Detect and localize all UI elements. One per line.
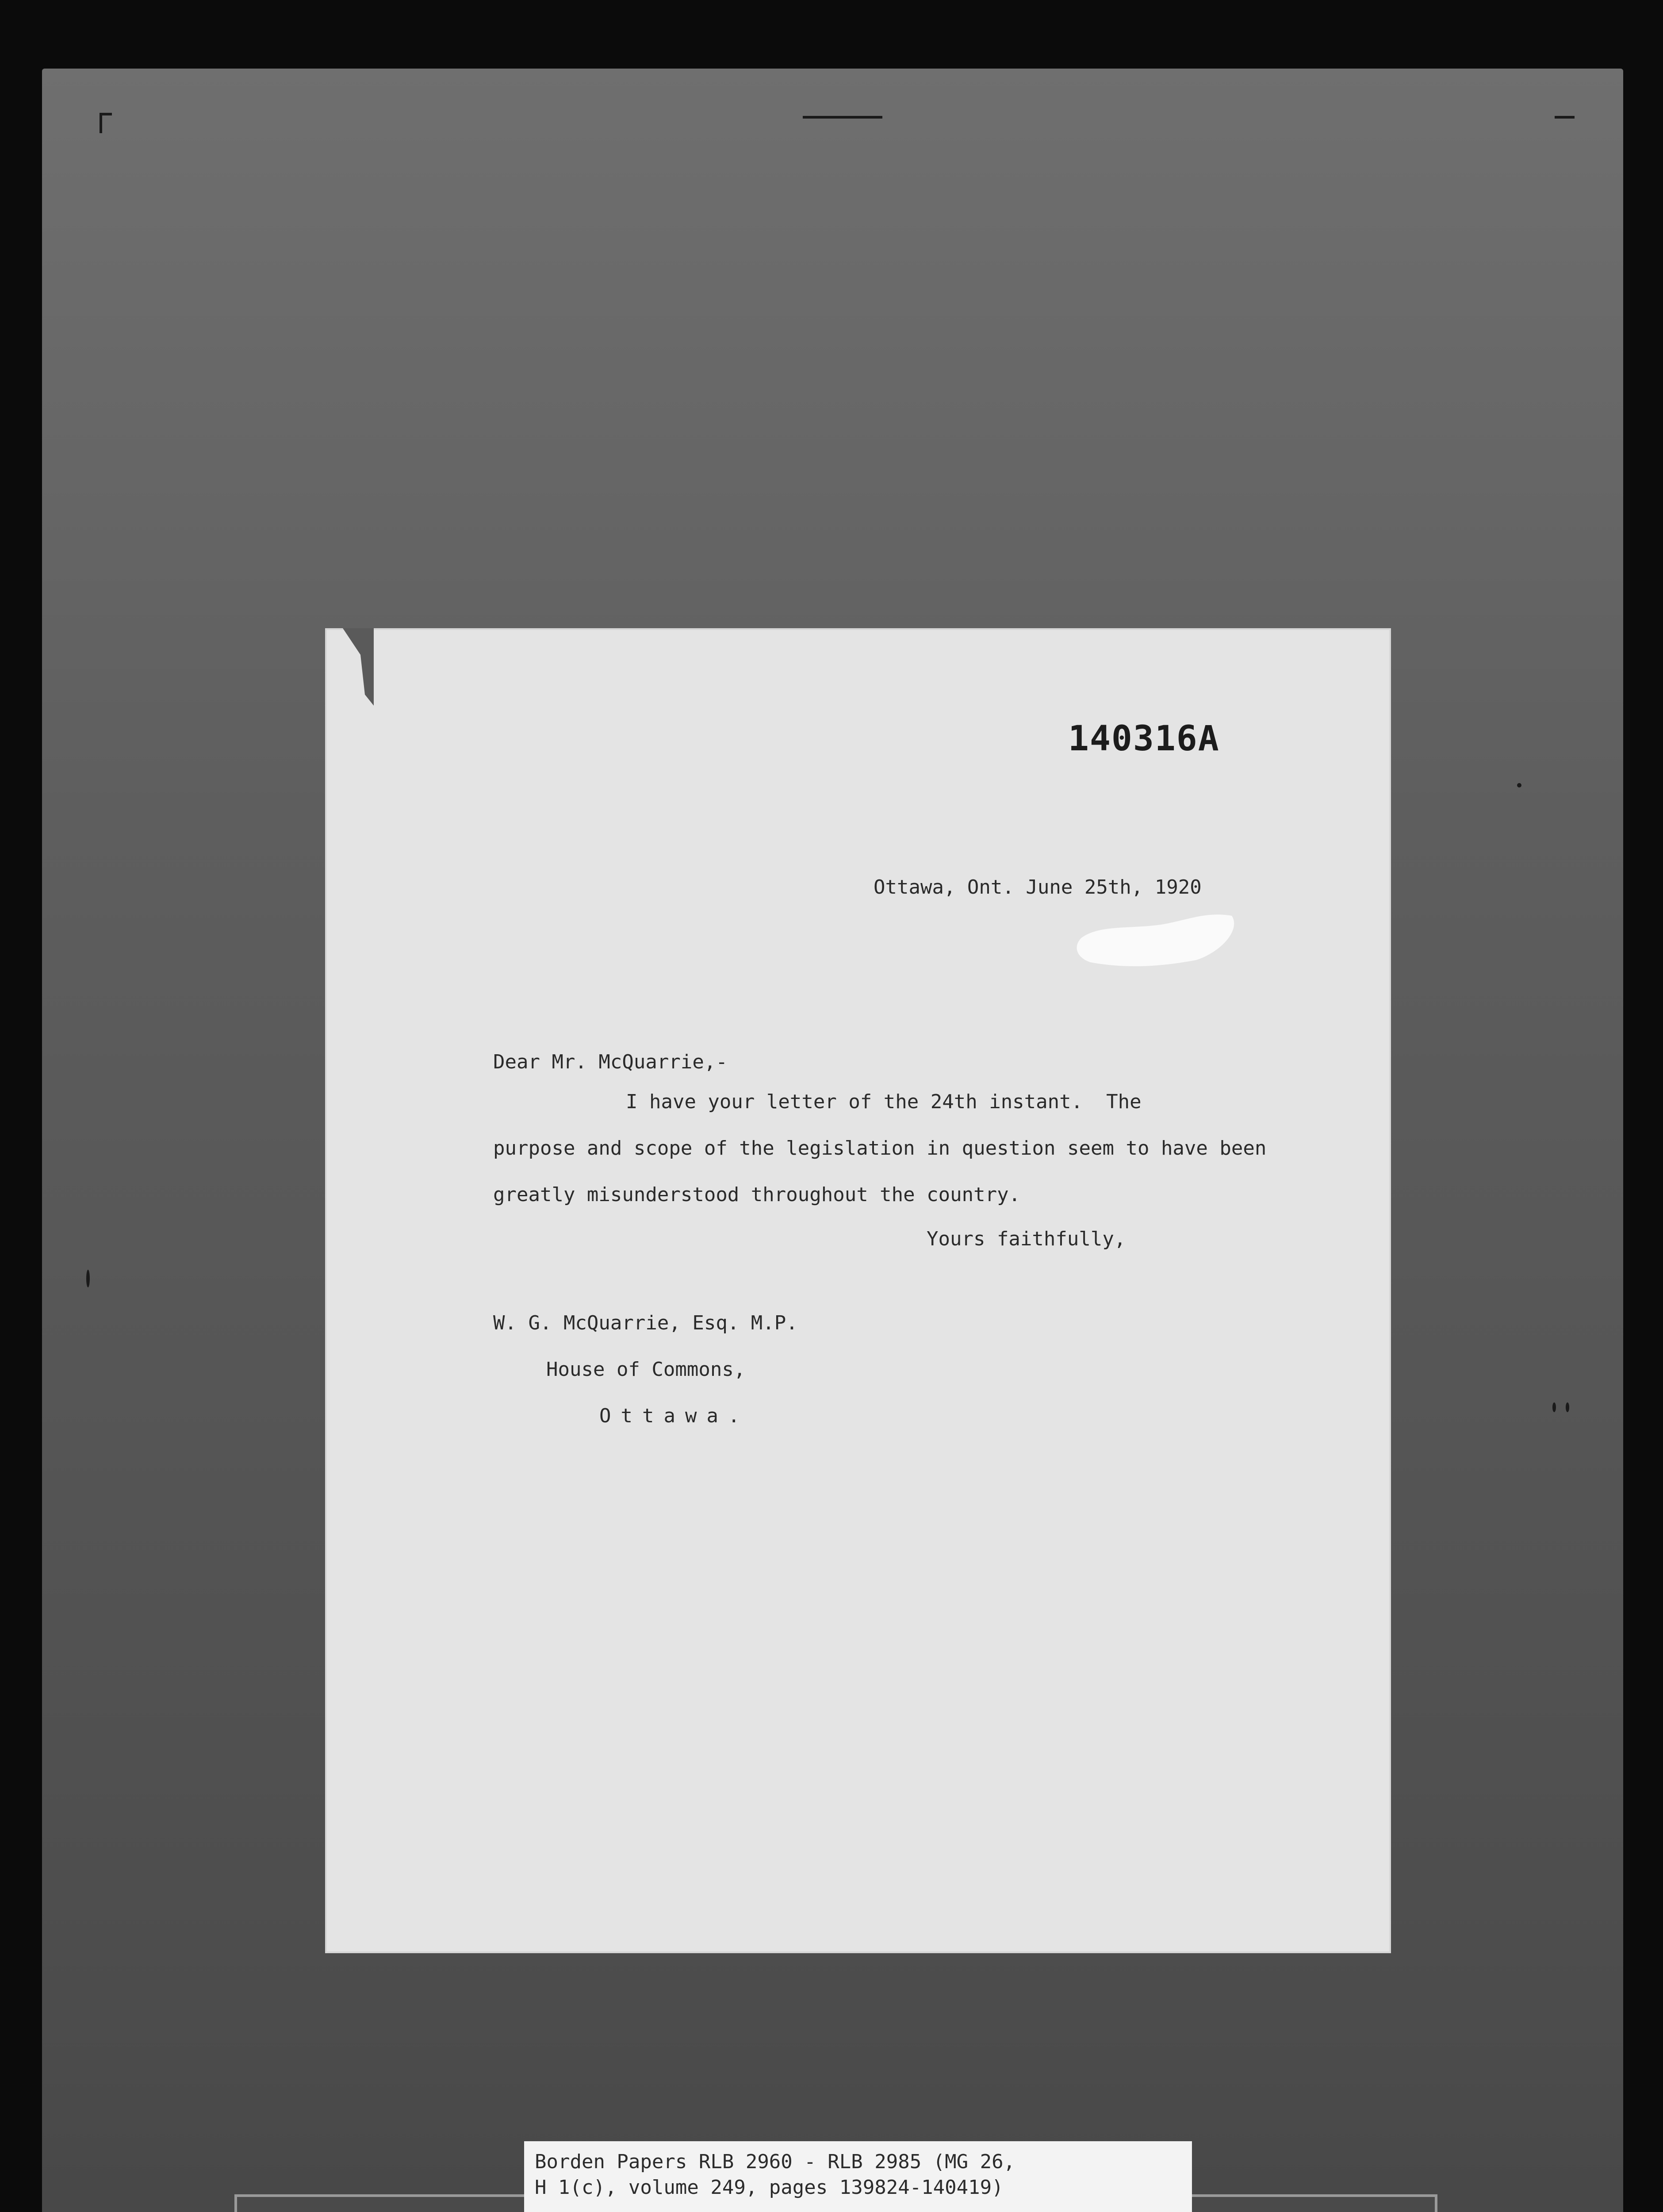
document-number: 140316A: [1068, 719, 1220, 759]
speck: [1517, 783, 1521, 787]
paper-blot: [1073, 911, 1249, 969]
reference-label: [524, 2141, 1192, 2212]
letter-dateline: Ottawa, Ont. June 25th, 1920: [874, 876, 1202, 899]
frame-corner-mark: [100, 113, 112, 133]
speck: [1566, 1402, 1569, 1412]
frame-dash-mark: [1555, 116, 1575, 119]
letter-closing: Yours faithfully,: [927, 1228, 1126, 1250]
speck: [86, 1270, 90, 1287]
letter-salutation: Dear Mr. McQuarrie,-: [493, 1051, 728, 1073]
speck: [1552, 1402, 1556, 1412]
letter-body-line: purpose and scope of the legislation in question seem to have been: [493, 1137, 1267, 1160]
addressee-city: Ottawa.: [599, 1405, 750, 1427]
addressee-name: W. G. McQuarrie, Esq. M.P.: [493, 1312, 798, 1334]
reference-line: Borden Papers RLB 2960 - RLB 2985 (MG 26,: [535, 2151, 1015, 2173]
typed-letter: [325, 628, 1391, 1953]
torn-corner: [325, 628, 374, 748]
letter-body-line: I have your letter of the 24th instant. The: [626, 1091, 1142, 1113]
addressee-line: House of Commons,: [546, 1358, 746, 1381]
reference-line: H 1(c), volume 249, pages 139824-140419): [535, 2176, 1004, 2199]
frame-dash-mark: [803, 116, 882, 119]
letter-body-line: greatly misunderstood throughout the country.: [493, 1183, 1021, 1206]
